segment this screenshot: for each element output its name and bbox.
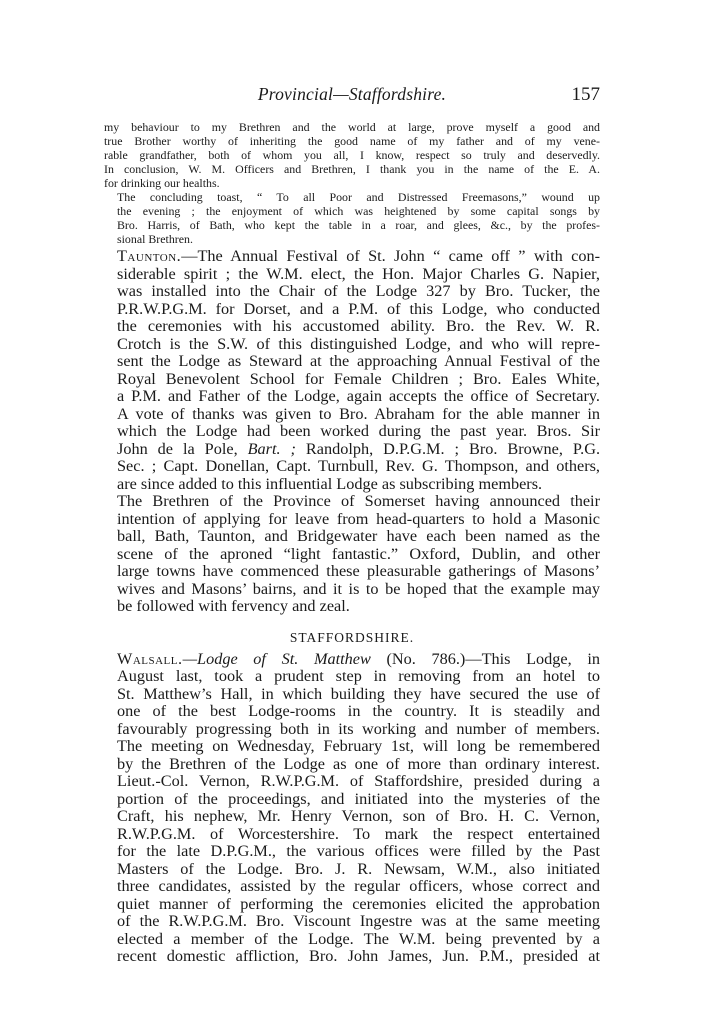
- text-line: St. Matthew’s Hall, in which building they have secured the use of: [117, 684, 600, 703]
- text-line: the evening ; the enjoyment of which was heightened by some capital songs by: [117, 204, 600, 218]
- text-line: R.W.P.G.M. of Worcestershire. To mark the respect entertained: [117, 824, 600, 843]
- text-line: The meeting on Wednesday, February 1st, will long be remembered: [117, 737, 600, 755]
- lodge-name: —Lodge of St. Matthew: [182, 649, 371, 668]
- text-line: by the Brethren of the Lodge as one of more than ordinary interest.: [117, 754, 600, 773]
- text-line: The Brethren of the Province of Somerset having announced their: [117, 492, 600, 510]
- text-line: Masters of the Lodge. Bro. J. R. Newsam, W.M., also initiated: [117, 859, 600, 878]
- text-line: portion of the proceedings, and initiated into the mysteries of the: [117, 789, 600, 808]
- paragraph-taunton: [104, 248, 600, 493]
- page-number: 157: [571, 84, 600, 105]
- text-line: the ceremonies with his accustomed ability. Bro. the Rev. W. R.: [117, 317, 600, 335]
- text-line: favourably progressing both in its working and number of members.: [117, 719, 600, 738]
- paragraph-somerset-ball: [104, 493, 600, 616]
- text-line: rable grandfather, both of whom you all, I know, respect so truly and deservedly.: [104, 148, 600, 162]
- text-fragment: (No. 786.)—This Lodge, in: [370, 649, 600, 668]
- text-line: In conclusion, W. M. Officers and Brethren, I thank you in the name of the E. A.: [104, 162, 600, 176]
- paragraph-speech-close: [104, 120, 600, 190]
- running-title: Provincial—Staffordshire.: [257, 84, 447, 104]
- text-line: Lieut.-Col. Vernon, R.W.P.G.M. of Staffordshire, presided during a: [117, 772, 600, 790]
- paragraph-concluding-toast: [104, 190, 600, 246]
- text-line: [104, 441, 600, 459]
- text-line: my behaviour to my Brethren and the world at large, prove myself a good and: [104, 120, 600, 134]
- text-line: Crotch is the S.W. of this distinguished Lodge, and who will repre-: [117, 334, 600, 353]
- text-line: large towns have commenced these pleasurable gatherings of Masons’: [117, 562, 600, 580]
- text-line: are since added to this influential Lodge as subscribing members.: [117, 474, 543, 493]
- text-line: Craft, his nephew, Mr. Henry Vernon, son of Bro. H. C. Vernon,: [117, 807, 600, 825]
- section-heading-staffordshire: STAFFORDSHIRE.: [289, 629, 415, 645]
- page-header: [104, 84, 600, 108]
- text-line: recent domestic affliction, Bro. John James, Jun. P.M., presided at: [117, 947, 600, 965]
- text-line: Sec. ; Capt. Donellan, Capt. Turnbull, Rev. G. Thompson, and others,: [117, 457, 600, 475]
- text-line: [104, 651, 600, 669]
- text-fragment: John de la Pole,: [117, 439, 248, 458]
- paragraph-walsall: [104, 651, 600, 966]
- text-line: was installed into the Chair of the Lodge 327 by Bro. Tucker, the: [117, 282, 600, 300]
- page-body: [104, 120, 600, 966]
- text-line: which the Lodge had been worked during the past year. Bros. Sir: [117, 422, 600, 440]
- text-line: three candidates, assisted by the regular officers, whose correct and: [117, 877, 600, 895]
- text-line: wives and Masons’ bairns, and it is to be hoped that the example may: [117, 579, 600, 598]
- text-fragment: Randolph, D.P.G.M. ; Bro. Browne, P.G.: [295, 439, 601, 458]
- text-line: Bro. Harris, of Bath, who kept the table in a roar, and glees, &c., by the profes-: [117, 218, 600, 232]
- text-line: one of the best Lodge-rooms in the country. It is steadily and: [117, 702, 600, 720]
- text-line: of the R.W.P.G.M. Bro. Viscount Ingestre was at the same meeting: [117, 912, 600, 930]
- text-line: ball, Bath, Taunton, and Bridgewater have each been named as the: [117, 527, 600, 545]
- text-line: August last, took a prudent step in removing from an hotel to: [117, 667, 600, 685]
- text-line: siderable spirit ; the W.M. elect, the Hon. Major Charles G. Napier,: [117, 264, 600, 283]
- text-line: sent the Lodge as Steward at the approaching Annual Festival of the: [117, 352, 600, 370]
- text-line: quiet manner of performing the ceremonies elicited the approbation: [117, 894, 600, 913]
- text-line: a P.M. and Father of the Lodge, again accepts the office of Secretary.: [117, 387, 600, 405]
- text-line: P.R.W.P.G.M. for Dorset, and a P.M. of this Lodge, who conducted: [117, 299, 600, 318]
- text-line: [104, 248, 600, 266]
- place-name-taunton: Taunton.: [117, 247, 182, 265]
- text-line: intention of applying for leave from head-quarters to hold a Masonic: [117, 509, 600, 528]
- text-line: for drinking our healths.: [104, 176, 220, 190]
- text-line: elected a member of the Lodge. The W.M. being prevented by a: [117, 929, 600, 948]
- text-line: for the late D.P.G.M., the various offices were filled by the Past: [117, 842, 600, 860]
- text-line: Royal Benevolent School for Female Children ; Bro. Eales White,: [117, 369, 600, 388]
- title-bart: Bart. ;: [247, 439, 296, 458]
- place-name-walsall: Walsall.: [117, 649, 183, 668]
- text-line: A vote of thanks was given to Bro. Abraham for the able manner in: [117, 404, 600, 423]
- text-line: The concluding toast, “ To all Poor and Distressed Freemasons,” wound up: [117, 190, 600, 204]
- text-line: be followed with fervency and zeal.: [117, 597, 350, 615]
- text-fragment: —The Annual Festival of St. John “ came off ” with con-: [181, 247, 600, 265]
- text-line: true Brother worthy of inheriting the good name of my father and of my vene-: [104, 134, 600, 148]
- text-line: sional Brethren.: [117, 232, 193, 246]
- text-line: scene of the aproned “light fantastic.” Oxford, Dublin, and other: [117, 544, 600, 563]
